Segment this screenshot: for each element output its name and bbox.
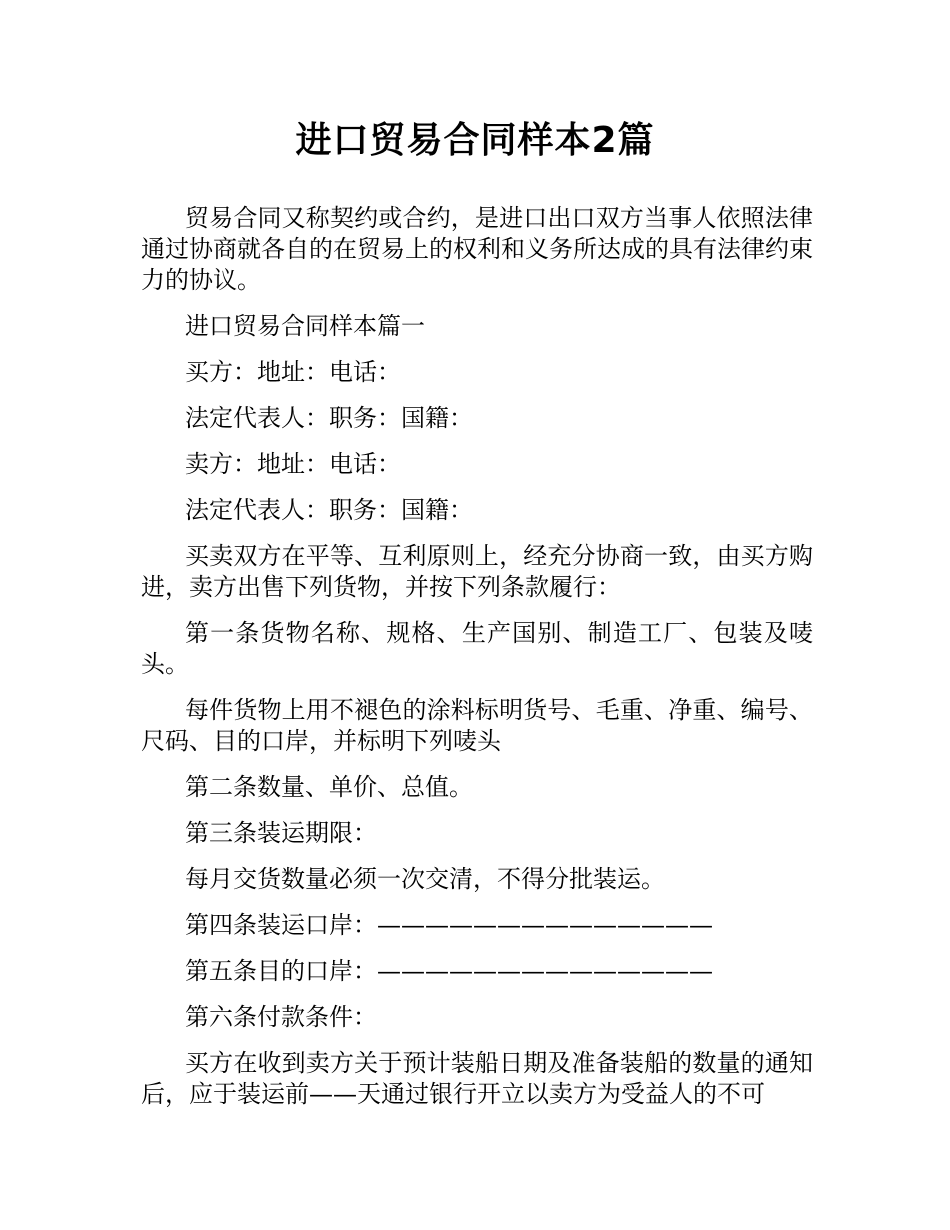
paragraph-section-heading: 进口贸易合同样本篇一 — [185, 312, 425, 340]
paragraph-buyer-representative: 法定代表人：职务：国籍： — [185, 404, 473, 432]
paragraph-article-3: 第三条装运期限： — [185, 819, 377, 847]
paragraph-article-1: 第一条货物名称、规格、生产国别、制造工厂、包装及唛头。 — [141, 619, 813, 678]
paragraph-article-6: 第六条付款条件： — [185, 1003, 377, 1031]
paragraph-agreement-preamble: 买卖双方在平等、互利原则上，经充分协商一致，由买方购进，卖方出售下列货物，并按下列条款履行： — [141, 542, 813, 601]
paragraph-payment-terms: 买方在收到卖方关于预计装船日期及准备装船的数量的通知后，应于装运前——天通过银行开立以卖方为受益人的不可 — [141, 1049, 813, 1108]
document-body — [141, 203, 813, 1125]
document-title: 进口贸易合同样本2篇 — [295, 120, 655, 161]
paragraph-seller-representative: 法定代表人：职务：国籍： — [185, 496, 473, 524]
paragraph-article-5: 第五条目的口岸：—————————————— — [185, 957, 713, 985]
paragraph-marking: 每件货物上用不褪色的涂料标明货号、毛重、净重、编号、尺码、目的口岸，并标明下列唛头 — [141, 696, 813, 755]
paragraph-delivery-rule: 每月交货数量必须一次交清，不得分批装运。 — [185, 865, 665, 893]
paragraph-buyer-info: 买方：地址：电话： — [185, 358, 401, 386]
paragraph-intro: 贸易合同又称契约或合约，是进口出口双方当事人依照法律通过协商就各自的在贸易上的权利和义务所达成的具有法律约束力的协议。 — [141, 204, 813, 294]
paragraph-article-2: 第二条数量、单价、总值。 — [185, 773, 473, 801]
paragraph-article-4: 第四条装运口岸：—————————————— — [185, 911, 713, 939]
paragraph-seller-info: 卖方：地址：电话： — [185, 450, 401, 478]
